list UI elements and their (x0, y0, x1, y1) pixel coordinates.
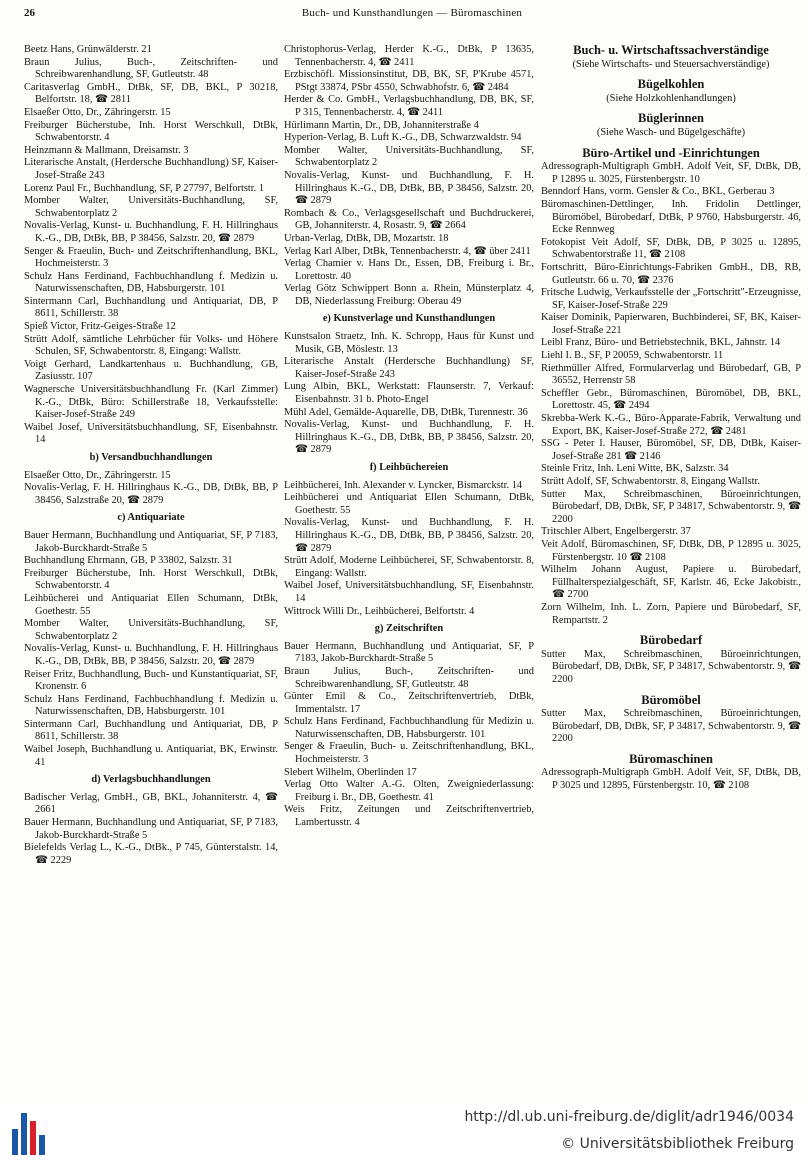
directory-entry: Schulz Hans Ferdinand, Fachbuchhandlung für Medizin u. Naturwissenschaften, DB, Habsburgerstr. 101 (284, 716, 534, 740)
directory-entry: Rombach & Co., Verlagsgesellschaft und Buchdruckerei, GB, Johanniterstr. 4, Rosastr. 9, ☎ 2664 (284, 207, 534, 232)
running-title: Buch- und Kunsthandlungen — Büromaschinen (301, 7, 523, 19)
directory-entry: Momber Walter, Universitäts-Buchhandlung, SF, Schwabentorplatz 2 (24, 618, 278, 642)
directory-entry: Benndorf Hans, vorm. Gensler & Co., BKL, Gerberau 3 (541, 186, 775, 198)
directory-entry: Wittrock Willi Dr., Leihbücherei, Belfortstr. 4 (284, 605, 475, 617)
directory-entry: Steinle Fritz, Inh. Leni Witte, BK, Salzstr. 34 (541, 463, 729, 475)
directory-entry: Novalis-Verlag, F. H. Hillringhaus K.-G., DB, DtBk, BB, P 38456, Salzstraße 20, ☎ 2879 (24, 482, 278, 506)
directory-entry: SSG - Peter I. Hauser, Büromöbel, SF, DB, DtBk, Kaiser-Josef-Straße 281 ☎ 2146 (541, 438, 801, 462)
directory-entry: Scheffler Gebr., Büromaschinen, Büromöbel, DB, BKL, Lorettostr. 45, ☎ 2494 (541, 387, 801, 412)
directory-entry: Verlag Chamier v. Hans Dr., Essen, DB, Freiburg i. Br., Lorettostr. 40 (284, 258, 534, 282)
subsection-heading: f) Leihbüchereien (369, 462, 449, 473)
directory-entry: Waibel Josef, Universitätsbuchhandlung, SF, Eisenbahnstr. 14 (284, 580, 534, 604)
directory-entry: Liehl I. B., SF, P 20059, Schwabentorstr. 11 (541, 350, 724, 362)
directory-entry: Veit Adolf, Büromaschinen, SF, DtBk, DB, P 12895 u. 3025, Fürstenbergstr. 10 ☎ 2108 (541, 538, 801, 563)
subsection-heading: c) Antiquariate (117, 512, 185, 524)
directory-entry: Braun Julius, Buch-, Zeitschriften- und Schreibwarenhandlung, SF, Gutleutstr. 48 (284, 665, 534, 690)
directory-entry: Novalis-Verlag, Kunst- und Buchhandlung, F. H. Hillringhaus K.-G., DB, DtBk, BB, P 38456, Salzstr. 20, ☎ 2879 (284, 169, 534, 207)
copyright-notice: © Universitätsbibliothek Freiburg (561, 1136, 794, 1152)
directory-entry: Badischer Verlag, GmbH., GB, BKL, Johanniterstr. 4, ☎ 2661 (24, 791, 278, 816)
directory-entry: Bauer Hermann, Buchhandlung und Antiquariat, SF, P 7183, Jakob-Burckhardt-Straße 5 (24, 817, 278, 841)
directory-entry: Caritasverlag GmbH., DtBk, SF, DB, BKL, P 30218, Belfortstr. 18, ☎ 2811 (24, 81, 278, 106)
category-heading: Büromaschinen (629, 751, 713, 766)
directory-entry: Elsaeßer Otto, Dr., Zähringerstr. 15 (24, 106, 171, 118)
directory-entry: Verlag Otto Walter A.-G. Olten, Zweigniederlassung: Freiburg i. Br., DB, Goethestr. 41 (284, 779, 534, 803)
directory-entry: Bauer Hermann, Buchhandlung und Antiquariat, SF, P 7183, Jakob-Burckhardt-Straße 5 (284, 640, 534, 665)
directory-entry: Zorn Wilhelm, Inh. L. Zorn, Papiere und Bürobedarf, SF, Rempartstr. 2 (541, 601, 801, 626)
cross-reference-note: (Siehe Wirtschafts- und Steuersachverständige) (572, 58, 770, 70)
directory-entry: Schulz Hans Ferdinand, Fachbuchhandlung f. Medizin u. Naturwissenschaften, DB, Habsburgerstr. 101 (24, 270, 278, 295)
directory-entry: Hyperion-Verlag, B. Luft K.-G., DB, Schwarzwaldstr. 94 (284, 132, 522, 144)
directory-entry: Waibel Josef, Universitätsbuchhandlung, SF, Eisenbahnstr. 14 (24, 421, 278, 446)
directory-entry: Novalis-Verlag, Kunst- und Buchhandlung, F. H. Hillringhaus K.-G., DB, DtBk, BB, P 38456, Salzstr. 20, ☎ 2879 (284, 419, 534, 456)
directory-entry: Literarische Anstalt (Herdersche Buchhandlung) SF, Kaiser-Josef-Straße 243 (284, 356, 534, 380)
directory-entry: Christophorus-Verlag, Herder K.-G., DtBk, P 13635, Tennenbacherstr. 4, ☎ 2411 (284, 44, 534, 68)
directory-entry: Leihbücherei, Inh. Alexander v. Lyncker, Bismarckstr. 14 (284, 479, 523, 491)
directory-entry: Fritsche Ludwig, Verkaufsstelle der „Fortschritt"-Erzeugnisse, SF, Kaiser-Josef-Straße 229 (541, 287, 801, 311)
directory-entry: Fotokopist Veit Adolf, SF, DtBk, DB, P 3025 u. 12895, Schwabentorstraße 11, ☎ 2108 (541, 236, 801, 261)
directory-entry: Leihbücherei und Antiquariat Ellen Schumann, DtBk, Goethestr. 55 (24, 592, 278, 617)
cross-reference-note: (Siehe Holzkohlenhandlungen) (606, 92, 736, 104)
directory-entry: Heinzmann & Mallmann, Dreisamstr. 3 (24, 144, 189, 156)
subsection-heading: g) Zeitschriften (374, 623, 444, 635)
directory-entry: Braun Julius, Buch-, Zeitschriften- und Schreibwarenhandlung, SF, Gutleutstr. 48 (24, 56, 278, 81)
directory-entry: Verlag Karl Alber, DtBk, Tennenbacherstr. 4, ☎ über 2411 (284, 245, 531, 257)
page-header (24, 4, 800, 24)
directory-entry: Momber Walter, Universitäts-Buchhandlung, SF, Schwabentorplatz 2 (24, 195, 278, 219)
directory-entry: Strütt Adolf, sämtliche Lehrbücher für Volks- und Höhere Schulen, SF, Schwabentorstr. 8, Eingang: Wallstr. (24, 333, 278, 358)
directory-entry: Herder & Co. GmbH., Verlagsbuchhandlung, DB, BK, SF, P 315, Tennenbacherstr. 4, ☎ 2411 (284, 94, 534, 118)
directory-entry: Schulz Hans Ferdinand, Fachbuchhandlung f. Medizin u. Naturwissenschaften, DB, Habsburgerstr. 101 (24, 693, 278, 718)
directory-entry: Weis Fritz, Zeitungen und Zeitschriftenvertrieb, Lambertusstr. 4 (284, 804, 534, 829)
directory-entry: Skrebba-Werk K.-G., Büro-Apparate-Fabrik, Verwaltung und Export, BK, Kaiser-Josef-Straße 272, ☎ 2481 (541, 413, 801, 437)
directory-entry: Momber Walter, Universitäts-Buchhandlung, SF, Schwabentorplatz 2 (284, 144, 534, 169)
directory-entry: Strütt Adolf, Moderne Leihbücherei, SF, Schwabentorstr. 8, Eingang: Wallstr. (284, 555, 534, 579)
directory-entry: Freiburger Bücherstube, Inh. Horst Werschkull, DtBk, Schwabentorstr. 4 (24, 567, 278, 592)
directory-entry: Beetz Hans, Grünwälderstr. 21 (24, 44, 152, 55)
directory-entry: Adressograph-Multigraph GmbH. Adolf Veit, SF, DtBk, DB, P 12895 u. 3025, Fürstenbergstr. 10 (541, 161, 801, 185)
directory-entry: Bauer Hermann, Buchhandlung und Antiquariat, SF, P 7183, Jakob-Burckhardt-Straße 5 (24, 529, 278, 554)
directory-entry: Freiburger Bücherstube, Inh. Horst Werschkull, DtBk, Schwabentorstr. 4 (24, 119, 278, 144)
category-heading: Büglerinnen (638, 111, 704, 126)
directory-entry: Urban-Verlag, DtBk, DB, Mozartstr. 18 (284, 232, 449, 244)
directory-entry: Spieß Victor, Fritz-Geiges-Straße 12 (24, 321, 176, 333)
directory-entry: Sintermann Carl, Buchhandlung und Antiquariat, DB, P 8611, Schillerstr. 38 (24, 718, 278, 743)
directory-entry: Günter Emil & Co., Zeitschriftenvertrieb, DtBk, Immentalstr. 17 (284, 691, 534, 715)
directory-entry: Literarische Anstalt, (Herdersche Buchhandlung) SF, Kaiser-Josef-Straße 243 (24, 157, 278, 181)
directory-entry: Büromaschinen-Dettlinger, Inh. Fridolin Dettlinger, Büromöbel, Bürobedarf, DtBk, P 9760, Habsburgerstr. 46, Ecke Rennweg (541, 198, 801, 236)
directory-entry: Elsaeßer Otto, Dr., Zähringerstr. 15 (24, 469, 171, 481)
directory-entry: Lorenz Paul Fr., Buchhandlung, SF, P 27797, Belfortstr. 1 (24, 182, 265, 194)
directory-entry: Sutter Max, Schreibmaschinen, Büroeinrichtungen, Bürobedarf, DB, DtBk, SF, P 34817, Schwabentorstr. 9, ☎ 2200 (541, 648, 801, 685)
subsection-heading: e) Kunstverlage und Kunsthandlungen (322, 313, 496, 325)
directory-entry: Wilhelm Johann August, Papiere u. Bürobedarf, Füllhalterspezialgeschäft, SF, Karlstr. 46, Ecke Jakobistr., ☎ 2700 (541, 564, 801, 601)
viewer-footer (0, 1105, 808, 1162)
directory-entry: Voigt Gerhard, Landkartenhaus u. Buchhandlung, GB, Zasiusstr. 107 (24, 358, 278, 383)
subsection-heading: b) Versandbuchhandlungen (89, 452, 213, 463)
directory-entry: Novalis-Verlag, Kunst- und Buchhandlung, F. H. Hillringhaus K.-G., DB, DtBk, BB, P 38456, Salzstr. 20, ☎ 2879 (284, 517, 534, 554)
directory-entry: Wagnersche Universitätsbuchhandlung Fr. (Karl Zimmer) K.-G., DtBk, Büro: Schillerstraße 18, Verkaufsstelle: Kaiser-Josef-Straße 249 (24, 384, 278, 421)
category-heading: Büromöbel (641, 692, 701, 707)
directory-entry: Sutter Max, Schreibmaschinen, Büroeinrichtungen, Bürobedarf, DB, DtBk, SF, P 34817, Schwabentorstr. 9, ☎ 2200 (541, 488, 801, 525)
directory-entry: Leihbücherei und Antiquariat Ellen Schumann, DtBk, Goethestr. 55 (284, 492, 534, 516)
directory-entry: Senger & Fraeulin, Buch- und Zeitschriftenhandlung, BKL, Hochmeisterstr. 3 (24, 245, 278, 270)
directory-entry: Mühl Adel, Gemälde-Aquarelle, DB, DtBk, Turennestr. 36 (284, 406, 528, 418)
directory-entry: Senger & Fraeulin, Buch- u. Zeitschriftenhandlung, BKL, Hochmeisterstr. 3 (284, 741, 534, 766)
directory-entry: Hürlimann Martin, Dr., DB, Johanniterstraße 4 (284, 119, 479, 131)
directory-entry: Slebert Wilhelm, Oberlinden 17 (284, 766, 417, 778)
category-heading: Bügelkohlen (637, 77, 705, 92)
column-right (541, 44, 801, 793)
directory-entry: Lung Albin, BKL, Werkstatt: Flaunserstr. 7, Verkauf: Eisenbahnstr. 31 b. Photo-Engel (284, 381, 534, 406)
category-heading: Buch- u. Wirtschaftssachverständige (573, 43, 769, 57)
directory-entry: Kaiser Dominik, Papierwaren, Buchbinderei, SF, BK, Kaiser-Josef-Straße 221 (541, 312, 801, 336)
page-number: 26 (24, 7, 35, 19)
category-heading: Bürobedarf (639, 633, 703, 648)
directory-entry: Fortschritt, Büro-Einrichtungs-Fabriken GmbH., DB, RB, Gutleutstr. 66 u. 70, ☎ 2376 (541, 261, 801, 286)
directory-entry: Adressograph-Multigraph GmbH. Adolf Veit, SF, DtBk, DB, P 3025 und 12895, Fürstenbergstr. 10, ☎ 2108 (541, 767, 801, 792)
directory-entry: Kunstsalon Straetz, Inh. K. Schropp, Haus für Kunst und Musik, GB, Möslestr. 13 (284, 331, 534, 355)
column-left (24, 44, 278, 867)
directory-entry: Verlag Götz Schwippert Bonn a. Rhein, Münsterplatz 4, DB, Niederlassung Freiburg: Oberau 49 (284, 283, 534, 307)
directory-entry: Buchhandlung Ehrmann, GB, P 33802, Salzstr. 31 (24, 555, 233, 567)
directory-entry: Sutter Max, Schreibmaschinen, Büroeinrichtungen, Bürobedarf, DB, DtBk, SF, P 34817, Schwabentorstr. 9, ☎ 2200 (541, 708, 801, 745)
directory-entry: Bielefelds Verlag L., K.-G., DtBk., P 745, Günterstalstr. 14, ☎ 2229 (24, 842, 278, 866)
directory-entry: Novalis-Verlag, Kunst- u. Buchhandlung, F. H. Hillringhaus K.-G., DB, DtBk, BB, P 38456, Salzstr. 20, ☎ 2879 (24, 643, 278, 667)
column-middle (284, 44, 534, 830)
directory-entry: Tritschler Albert, Engelbergerstr. 37 (541, 526, 691, 538)
permalink-url[interactable]: http://dl.ub.uni-freiburg.de/diglit/adr1946/0034 (464, 1109, 794, 1125)
directory-entry: Waibel Joseph, Buchhandlung u. Antiquariat, BK, Erwinstr. 41 (24, 744, 278, 768)
directory-entry: Reiser Fritz, Buchhandlung, Buch- und Kunstantiquariat, SF, Kronenstr. 6 (24, 668, 278, 693)
cross-reference-note: (Siehe Wasch- und Bügelgeschäfte) (596, 126, 746, 138)
directory-entry: Novalis-Verlag, Kunst- u. Buchhandlung, F. H. Hillringhaus K.-G., DB, DtBk, BB, P 38456, Salzstr. 20, ☎ 2879 (24, 220, 278, 244)
directory-entry: Sintermann Carl, Buchhandlung und Antiquariat, DB, P 8611, Schillerstr. 38 (24, 295, 278, 320)
directory-entry: Strütt Adolf, SF, Schwabentorstr. 8, Eingang Wallstr. (541, 476, 760, 487)
category-heading: Büro-Artikel und -Einrichtungen (582, 145, 760, 160)
directory-entry: Erzbischöfl. Missionsinstitut, DB, BK, SF, P'Krube 4571, PStgt 33874, PSbr 4550, Schwabhofstr. 6, ☎ 2484 (284, 69, 534, 93)
directory-entry: Riethmüller Alfred, Formularverlag und Bürobedarf, GB, P 36552, Herrenstr 58 (541, 362, 801, 387)
directory-entry: Leibl Franz, Büro- und Betriebstechnik, BKL, Jahnstr. 14 (541, 337, 781, 349)
subsection-heading: d) Verlagsbuchhandlungen (91, 774, 211, 786)
library-logo-icon (12, 1113, 52, 1155)
